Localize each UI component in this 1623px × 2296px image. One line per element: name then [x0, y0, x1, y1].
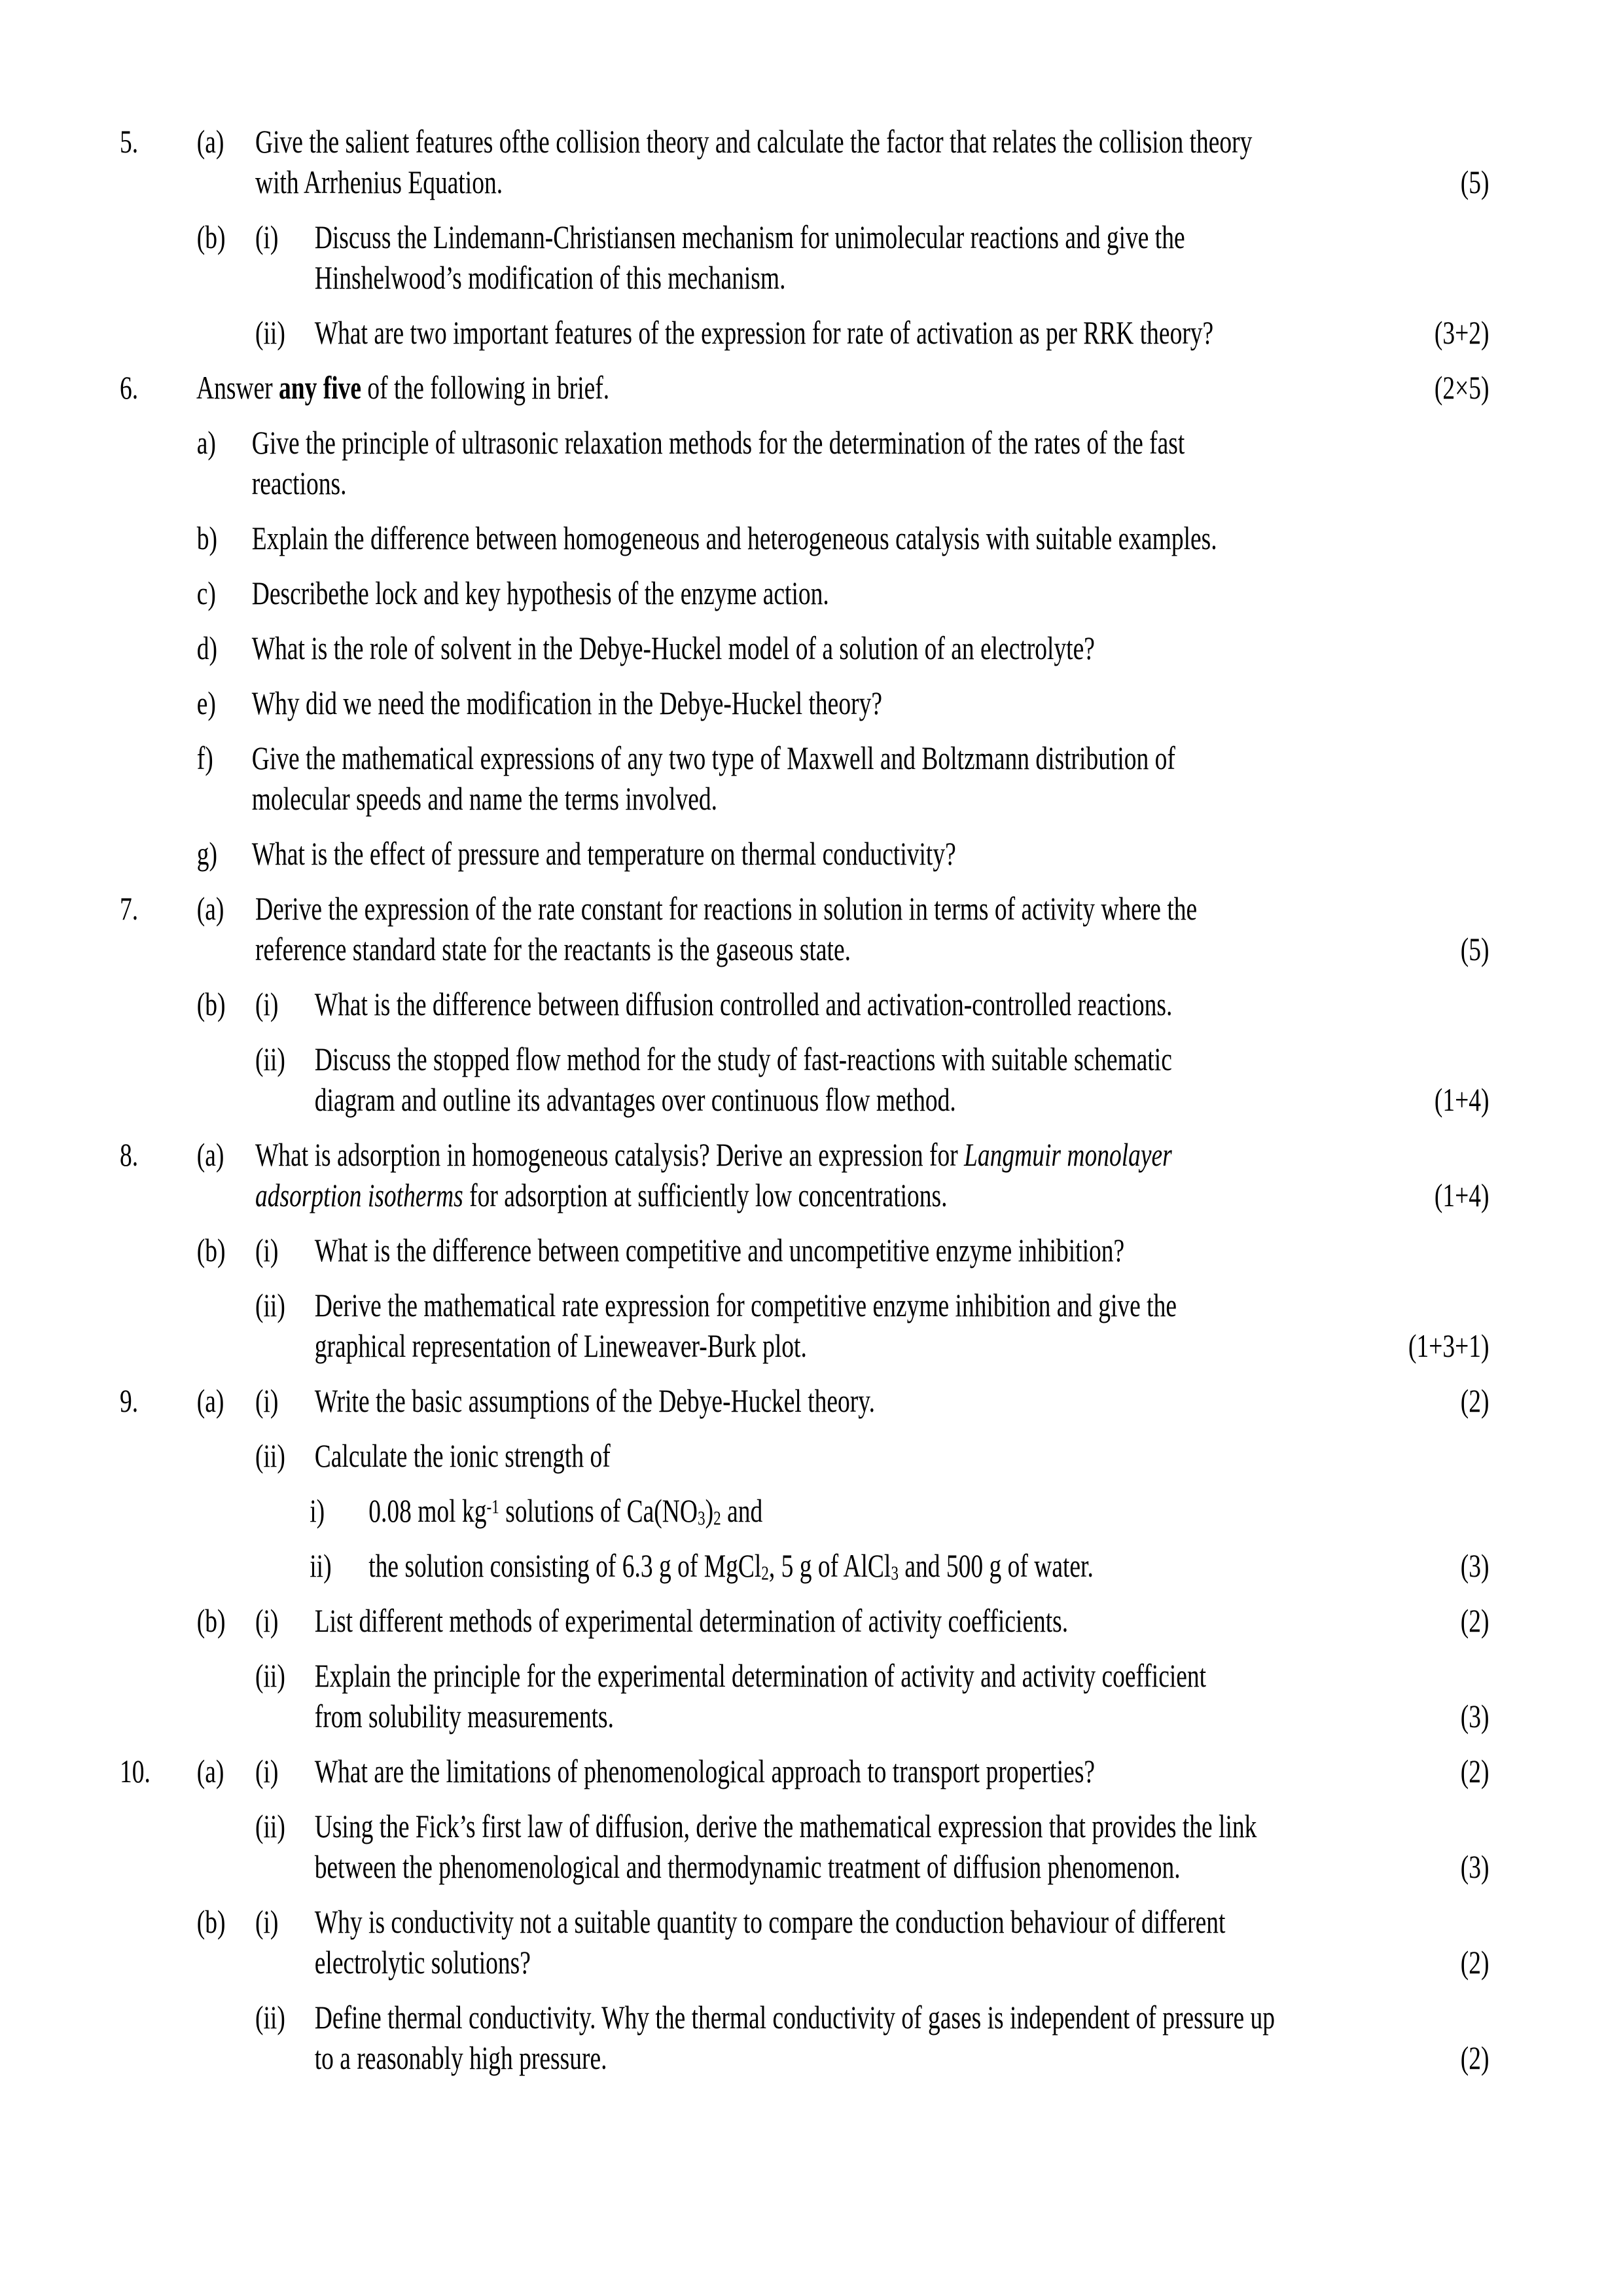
superscript: -1: [486, 1494, 499, 1518]
text-roman: for adsorption at sufficiently low concentrations.: [463, 1177, 948, 1213]
question-text: Why is conductivity not a suitable quantity to compare the conduction behaviour of different: [314, 1903, 1226, 1940]
marks-badge: (3): [1460, 1698, 1489, 1734]
q8bi-line1: [120, 1230, 1489, 1270]
question-text: Calculate the ionic strength of: [314, 1437, 611, 1474]
question-text: reactions.: [251, 465, 347, 501]
subpart-label: (i): [255, 1232, 279, 1268]
marks-badge: (2): [1460, 1753, 1489, 1789]
part-label: (a): [196, 890, 224, 927]
question-text: Discuss the stopped flow method for the study of fast-reactions with suitable schematic: [314, 1041, 1172, 1077]
formula-text: ): [705, 1492, 714, 1529]
question-text: What is the difference between competitive and uncompetitive enzyme inhibition?: [314, 1232, 1125, 1268]
question-text: [368, 1545, 1489, 1586]
q6a-line1: [120, 422, 1489, 463]
item-label: g): [196, 835, 217, 872]
q5a-line2: [120, 162, 1489, 202]
formula-text: solutions of Ca(NO: [499, 1492, 698, 1529]
part-label: (b): [196, 1903, 226, 1940]
intro-bold: any five: [279, 369, 362, 406]
marks-badge: (2): [1460, 2039, 1489, 2076]
q6c-line1: [120, 573, 1489, 613]
q9aii-sub-ii: [120, 1545, 1489, 1586]
marks-badge: (2): [1460, 1382, 1489, 1419]
question-text: Give the mathematical expressions of any two type of Maxwell and Boltzmann distribution of: [251, 740, 1175, 776]
marks-badge: (3+2): [1434, 314, 1489, 351]
marks-badge: (5): [1460, 164, 1489, 200]
q8a-line1: [120, 1134, 1489, 1175]
q6e-line1: [120, 683, 1489, 723]
q5bi-line2: [120, 257, 1489, 298]
q8a-line2: [120, 1175, 1489, 1215]
q9bii-line2: [120, 1696, 1489, 1736]
q7bi-line1: [120, 984, 1489, 1024]
question-text: Explain the difference between homogeneous and heterogeneous catalysis with suitable examples.: [251, 520, 1217, 556]
question-text: List different methods of experimental determination of activity coefficients.: [314, 1602, 1069, 1639]
question-text: molecular speeds and name the terms involved.: [251, 780, 717, 817]
marks-badge: (3): [1460, 1547, 1489, 1584]
q10ai-line1: [120, 1751, 1489, 1791]
q5bii-line1: [120, 312, 1489, 353]
question-text: with Arrhenius Equation.: [255, 164, 503, 200]
q6f-line1: [120, 738, 1489, 778]
question-text: What are the limitations of phenomenological approach to transport properties?: [314, 1753, 1096, 1789]
q10bi-line1: [120, 1901, 1489, 1942]
question-number: 5.: [120, 123, 139, 160]
marks-badge: (2): [1460, 1944, 1489, 1981]
text-italic: Langmuir monolayer: [964, 1136, 1172, 1173]
question-text: Why did we need the modification in the Debye-Huckel theory?: [251, 685, 882, 721]
question-text: Discuss the Lindemann-Christiansen mechanism for unimolecular reactions and give the: [314, 219, 1185, 255]
question-text: What is the effect of pressure and temperature on thermal conductivity?: [251, 835, 956, 872]
part-label: (a): [196, 1382, 224, 1419]
part-label: (a): [196, 123, 224, 160]
intro-pre: Answer: [196, 369, 279, 406]
question-list: [120, 121, 1489, 2078]
question-text: [255, 1175, 1489, 1215]
part-label: (b): [196, 986, 226, 1022]
q10aii-line1: [120, 1806, 1489, 1846]
q9ai-line1: [120, 1380, 1489, 1421]
question-number: 7.: [120, 890, 139, 927]
subpart-label: (ii): [255, 1657, 285, 1694]
formula-text: and: [721, 1492, 763, 1529]
subpart-label: (i): [255, 1753, 279, 1789]
marks-badge: (2×5): [1434, 369, 1489, 406]
marks-badge: (1+3+1): [1408, 1327, 1489, 1364]
question-number: 10.: [120, 1753, 151, 1789]
q9aii-line1: [120, 1435, 1489, 1476]
q5a-line1: [120, 121, 1489, 162]
question-text: [196, 367, 1489, 408]
question-text: Give the principle of ultrasonic relaxation methods for the determination of the rates of the fast: [251, 424, 1185, 461]
subpart-label: (ii): [255, 1808, 285, 1844]
formula-text: and 500 g of water.: [898, 1547, 1094, 1584]
formula-text: the solution consisting of 6.3 g of MgCl: [368, 1547, 762, 1584]
question-text: What is the difference between diffusion controlled and activation-controlled reactions.: [314, 986, 1173, 1022]
formula-text: , 5 g of AlCl: [768, 1547, 891, 1584]
q8bii-line2: [120, 1325, 1489, 1366]
q7bii-line2: [120, 1079, 1489, 1120]
q8bii-line1: [120, 1285, 1489, 1325]
item-label: f): [196, 740, 213, 776]
question-number: 6.: [120, 369, 139, 406]
subscript: 3: [891, 1561, 899, 1585]
part-label: (b): [196, 1602, 226, 1639]
item-label: e): [196, 685, 216, 721]
q10bii-line2: [120, 2037, 1489, 2078]
marks-badge: (2): [1460, 1602, 1489, 1639]
question-text: What is the role of solvent in the Debye-Huckel model of a solution of an electrolyte?: [251, 630, 1095, 666]
subscript: 2: [713, 1506, 721, 1530]
q6g-line1: [120, 833, 1489, 874]
question-text: Explain the principle for the experimental determination of activity and activity coefficient: [314, 1657, 1207, 1694]
intro-post: of the following in brief.: [361, 369, 610, 406]
subitem-label: ii): [310, 1547, 332, 1584]
subpart-label: (i): [255, 1602, 279, 1639]
question-text: graphical representation of Lineweaver-Burk plot.: [314, 1327, 807, 1364]
question-text: Using the Fick’s first law of diffusion, derive the mathematical expression that provides the link: [314, 1808, 1257, 1844]
q9aii-sub-i: [120, 1490, 1489, 1531]
marks-badge: (3): [1460, 1848, 1489, 1885]
text-italic: adsorption isotherms: [255, 1177, 463, 1213]
part-label: (a): [196, 1753, 224, 1789]
question-text: Write the basic assumptions of the Debye-Huckel theory.: [314, 1382, 875, 1419]
subitem-label: i): [310, 1492, 325, 1529]
question-text: Define thermal conductivity. Why the thermal conductivity of gases is independent of pressure up: [314, 1999, 1275, 2036]
part-label: (b): [196, 219, 226, 255]
subpart-label: (i): [255, 986, 279, 1022]
marks-badge: (5): [1460, 931, 1489, 967]
q6d-line1: [120, 628, 1489, 668]
subpart-label: (i): [255, 1903, 279, 1940]
subpart-label: (ii): [255, 1999, 285, 2036]
q9bi-line1: [120, 1600, 1489, 1641]
question-text: from solubility measurements.: [314, 1698, 614, 1734]
text-roman: What is adsorption in homogeneous catalysis? Derive an expression for: [255, 1136, 965, 1173]
q10bi-line2: [120, 1942, 1489, 1982]
question-text: [255, 1134, 1489, 1175]
subpart-label: (i): [255, 1382, 279, 1419]
question-text: reference standard state for the reactants is the gaseous state.: [255, 931, 851, 967]
q10bii-line1: [120, 1997, 1489, 2037]
question-text: to a reasonably high pressure.: [314, 2039, 607, 2076]
subscript: 3: [697, 1506, 705, 1530]
q6-intro: [120, 367, 1489, 408]
q7bii-line1: [120, 1039, 1489, 1079]
marks-badge: (1+4): [1434, 1081, 1489, 1118]
q10aii-line2: [120, 1846, 1489, 1887]
item-label: c): [196, 575, 216, 611]
q5bi-line1: [120, 217, 1489, 257]
question-number: 9.: [120, 1382, 139, 1419]
question-text: between the phenomenological and thermodynamic treatment of diffusion phenomenon.: [314, 1848, 1181, 1885]
question-text: Derive the expression of the rate constant for reactions in solution in terms of activity where the: [255, 890, 1198, 927]
item-label: b): [196, 520, 217, 556]
question-text: Hinshelwood’s modification of this mechanism.: [314, 259, 786, 296]
part-label: (b): [196, 1232, 226, 1268]
subpart-label: (ii): [255, 1437, 285, 1474]
question-text: Describethe lock and key hypothesis of the enzyme action.: [251, 575, 829, 611]
question-text: What are two important features of the expression for rate of activation as per RRK theory?: [314, 314, 1214, 351]
item-label: a): [196, 424, 216, 461]
question-text: diagram and outline its advantages over continuous flow method.: [314, 1081, 956, 1118]
q9bii-line1: [120, 1655, 1489, 1696]
item-label: d): [196, 630, 217, 666]
part-label: (a): [196, 1136, 224, 1173]
question-text: [368, 1490, 1489, 1531]
subpart-label: (ii): [255, 1287, 285, 1323]
marks-badge: (1+4): [1434, 1177, 1489, 1213]
subpart-label: (ii): [255, 1041, 285, 1077]
q6a-line2: [120, 463, 1489, 503]
q6b-line1: [120, 518, 1489, 558]
question-text: Derive the mathematical rate expression for competitive enzyme inhibition and give the: [314, 1287, 1177, 1323]
subscript: 2: [761, 1561, 769, 1585]
q7a-line1: [120, 888, 1489, 929]
subpart-label: (i): [255, 219, 279, 255]
q6f-line2: [120, 778, 1489, 819]
q7a-line2: [120, 929, 1489, 969]
question-text: Give the salient features ofthe collision theory and calculate the factor that relates the collision theory: [255, 123, 1253, 160]
question-number: 8.: [120, 1136, 139, 1173]
subpart-label: (ii): [255, 314, 285, 351]
formula-text: 0.08 mol kg: [368, 1492, 487, 1529]
question-text: electrolytic solutions?: [314, 1944, 531, 1981]
